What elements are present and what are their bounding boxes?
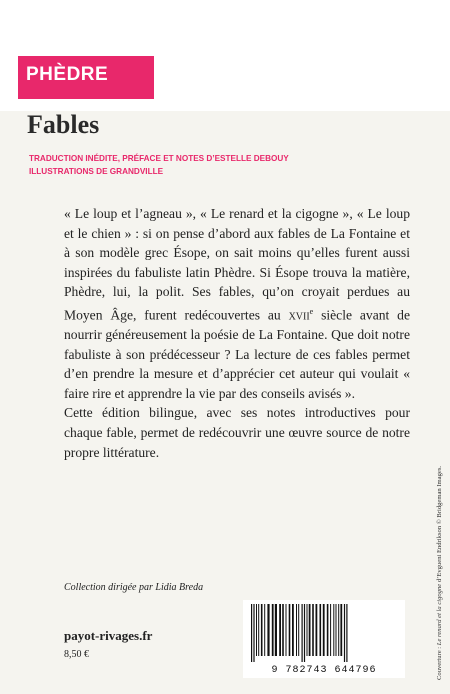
barcode-bar xyxy=(323,604,325,656)
barcode xyxy=(243,600,405,678)
credits xyxy=(29,152,289,178)
barcode-bar xyxy=(289,604,291,656)
blurb-p1-end: siècle avant de nourrir généreusement la poésie de La Fontaine. Que doit notre fabuliste à son prédécesseur ? La lecture de ces fables permet d’en prendre la mesure et d’apprécier cet auteur qui voulait « faire rire et apprendre la vie par des conseils avisés ». xyxy=(64,307,410,401)
century-sup: e xyxy=(309,306,314,316)
barcode-bar xyxy=(258,604,259,656)
barcode-bar xyxy=(346,604,347,662)
barcode-bar xyxy=(272,604,274,656)
credits-illustrations: ILLUSTRATIONS DE GRANDVILLE xyxy=(29,167,164,176)
price: 8,50 € xyxy=(64,649,89,660)
blurb-p1-start: « Le loup et l’agneau », « Le renard et la cigogne », « Le loup et le chien » : si on pense d’abord aux fables de La Fontaine et à son modèle grec Ésope, on sait moins qu’elles furent aussi inspirées du fabuliste latin Phèdre. Si Ésope trouva la matière, Phèdre, lui, la polit. Ses fables, qu’on croyait perdues au Moyen Âge, furent redécouvertes au xyxy=(64,206,410,323)
credits-translation: TRADUCTION INÉDITE, PRÉFACE ET NOTES D’ESTELLE DEBOUY xyxy=(29,154,289,163)
blurb-paragraph-2: Cette édition bilingue, avec ses notes introductives pour chaque fable, permet de redécouvrir une œuvre source de notre propre littérature. xyxy=(64,405,410,460)
book-title: Fables xyxy=(27,110,100,139)
barcode-bar xyxy=(279,604,281,656)
author-name: PHÈDRE xyxy=(26,64,109,85)
barcode-bar xyxy=(316,604,318,656)
cover-credit-work: Le renard et la cigogne xyxy=(436,583,443,646)
century: xvii xyxy=(288,307,310,323)
barcode-bar xyxy=(327,604,329,656)
publisher-url[interactable]: payot-rivages.fr xyxy=(64,628,153,643)
barcode-bar xyxy=(312,604,314,656)
barcode-bars xyxy=(243,600,405,664)
barcode-bar xyxy=(264,604,265,656)
barcode-bar xyxy=(298,604,299,656)
barcode-bar xyxy=(330,604,331,656)
barcode-bar xyxy=(340,604,342,656)
barcode-bar xyxy=(251,604,252,662)
barcode-bar xyxy=(304,604,305,662)
collection-director: Collection dirigée par Lidia Breda xyxy=(64,582,204,593)
isbn-number: 9 782743 644796 xyxy=(271,665,377,676)
barcode-bar xyxy=(292,604,294,656)
barcode-bar xyxy=(286,604,287,656)
barcode-bar xyxy=(307,604,308,656)
barcode-bar xyxy=(296,604,297,656)
blurb xyxy=(64,204,410,462)
barcode-bar xyxy=(338,604,339,656)
barcode-bar xyxy=(267,604,269,656)
cover-credit-suffix: d’Evgueni Endrikson © Bridgeman Images. xyxy=(436,465,443,584)
barcode-bar xyxy=(275,604,277,656)
blurb-paragraph-1 xyxy=(64,204,410,403)
barcode-bar xyxy=(282,604,284,656)
barcode-bar xyxy=(320,604,322,656)
cover-credit xyxy=(436,466,443,680)
barcode-bar xyxy=(336,604,337,656)
barcode-bar xyxy=(302,604,303,662)
barcode-bar xyxy=(333,604,334,656)
barcode-bar xyxy=(253,604,254,662)
barcode-bar xyxy=(256,604,257,656)
barcode-bar xyxy=(344,604,345,662)
cover-credit-prefix: Couverture : xyxy=(436,645,443,680)
barcode-bar xyxy=(309,604,311,656)
barcode-bar xyxy=(261,604,263,656)
